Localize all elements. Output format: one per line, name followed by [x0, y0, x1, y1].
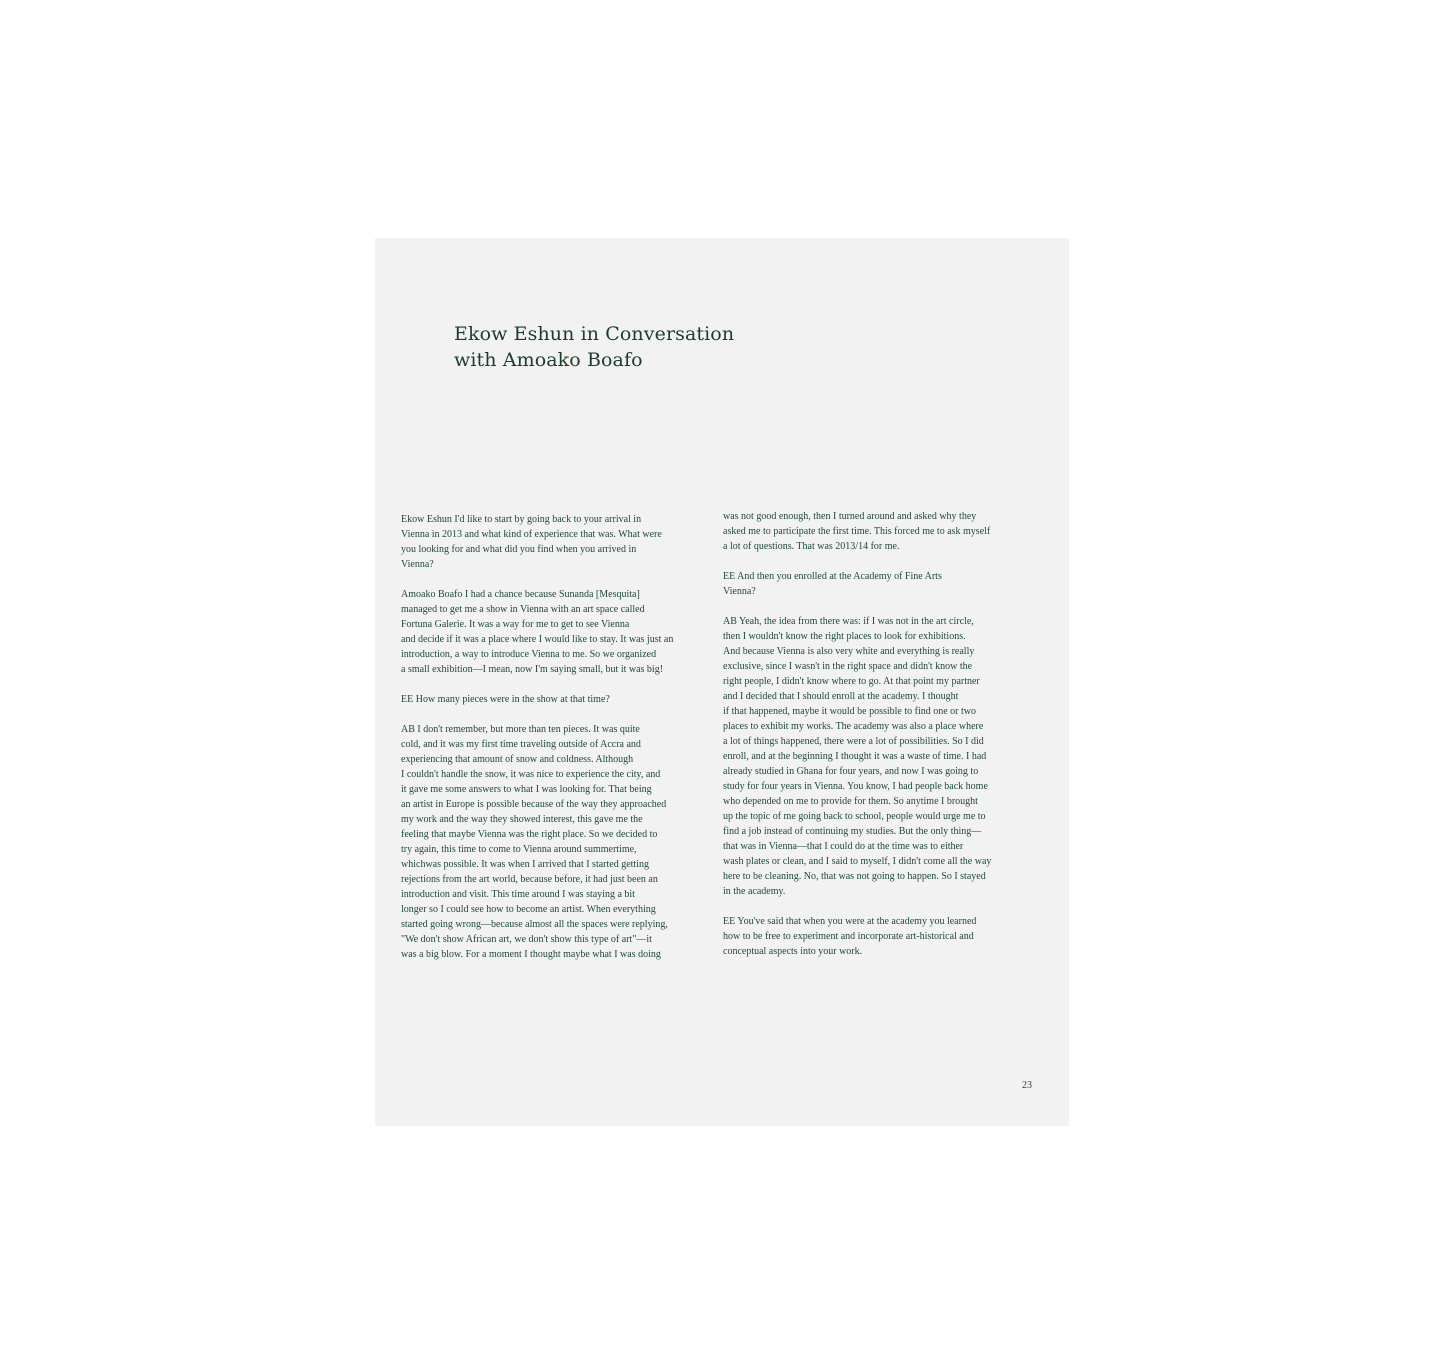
page-title: [454, 321, 734, 373]
paragraph: [723, 569, 1035, 599]
text-line: AB I don't remember, but more than ten pieces. It was quite: [401, 724, 640, 735]
text-line: it gave me some answers to what I was looking for. That being: [401, 784, 652, 795]
text-line: started going wrong—because almost all the spaces were replying,: [401, 919, 668, 930]
text-line: in the academy.: [723, 886, 786, 897]
text-line: a lot of things happened, there were a lot of possibilities. So I did: [723, 736, 984, 747]
text-line: Vienna in 2013 and what kind of experience that was. What were: [401, 529, 662, 540]
text-line: Amoako Boafo I had a chance because Sunanda [Mesquita]: [401, 589, 640, 600]
text-line: find a job instead of continuing my studies. But the only thing—: [723, 826, 982, 837]
paragraph: [723, 614, 1035, 899]
paragraph: [723, 914, 1035, 959]
text-line: my work and the way they showed interest, this gave me the: [401, 814, 643, 825]
text-line: EE How many pieces were in the show at that time?: [401, 694, 610, 705]
text-line: longer so I could see how to become an artist. When everything: [401, 904, 656, 915]
text-line: enroll, and at the beginning I thought it was a waste of time. I had: [723, 751, 987, 762]
text-line: rejections from the art world, because before, it had just been an: [401, 874, 658, 885]
text-line: exclusive, since I wasn't in the right space and didn't know the: [723, 661, 973, 672]
text-line: an artist in Europe is possible because of the way they approached: [401, 799, 667, 810]
text-line: then I wouldn't know the right places to look for exhibitions.: [723, 631, 966, 642]
title-line-1: Ekow Eshun in Conversation: [454, 323, 735, 345]
text-line: right people, I didn't know where to go. At that point my partner: [723, 676, 980, 687]
text-line: already studied in Ghana for four years, and now I was going to: [723, 766, 979, 777]
text-line: if that happened, maybe it would be possible to find one or two: [723, 706, 977, 717]
paragraph: [401, 512, 713, 572]
paragraph: [723, 509, 1035, 554]
text-line: whichwas possible. It was when I arrived that I started getting: [401, 859, 649, 870]
text-line: who depended on me to provide for them. So anytime I brought: [723, 796, 978, 807]
text-line: conceptual aspects into your work.: [723, 946, 863, 957]
text-line: study for four years in Vienna. You know, I had people back home: [723, 781, 988, 792]
title-line-2: with Amoako Boafo: [454, 349, 643, 371]
text-line: Fortuna Galerie. It was a way for me to get to see Vienna: [401, 619, 630, 630]
book-page: [375, 238, 1069, 1126]
text-line: how to be free to experiment and incorporate art-historical and: [723, 931, 974, 942]
text-line: managed to get me a show in Vienna with an art space called: [401, 604, 645, 615]
text-line: a lot of questions. That was 2013/14 for me.: [723, 541, 900, 552]
text-line: cold, and it was my first time traveling outside of Accra and: [401, 739, 641, 750]
paragraph: [401, 587, 713, 677]
text-line: up the topic of me going back to school, people would urge me to: [723, 811, 986, 822]
text-line: I couldn't handle the snow, it was nice to experience the city, and: [401, 769, 661, 780]
page-number: 23: [1022, 1080, 1032, 1091]
text-line: a small exhibition—I mean, now I'm saying small, but it was big!: [401, 664, 664, 675]
text-line: asked me to participate the first time. This forced me to ask myself: [723, 526, 991, 537]
text-line: EE You've said that when you were at the academy you learned: [723, 916, 977, 927]
text-line: EE And then you enrolled at the Academy of Fine Arts: [723, 571, 942, 582]
paragraph: [401, 692, 713, 707]
text-line: AB Yeah, the idea from there was: if I was not in the art circle,: [723, 616, 974, 627]
paragraph: [401, 722, 713, 962]
text-line: you looking for and what did you find when you arrived in: [401, 544, 637, 555]
text-line: Ekow Eshun I'd like to start by going back to your arrival in: [401, 514, 642, 525]
text-line: Vienna?: [401, 559, 434, 570]
right-text-column: [723, 509, 1035, 974]
text-line: feeling that maybe Vienna was the right place. So we decided to: [401, 829, 658, 840]
text-line: "We don't show African art, we don't show this type of art"—it: [401, 934, 652, 945]
text-line: wash plates or clean, and I said to myself, I didn't come all the way: [723, 856, 992, 867]
text-line: try again, this time to come to Vienna around summertime,: [401, 844, 637, 855]
text-line: places to exhibit my works. The academy was also a place where: [723, 721, 984, 732]
text-line: introduction and visit. This time around I was staying a bit: [401, 889, 635, 900]
text-line: was a big blow. For a moment I thought maybe what I was doing: [401, 949, 661, 960]
text-line: And because Vienna is also very white and everything is really: [723, 646, 975, 657]
text-line: and I decided that I should enroll at the academy. I thought: [723, 691, 959, 702]
text-line: experiencing that amount of snow and coldness. Although: [401, 754, 634, 765]
text-line: introduction, a way to introduce Vienna to me. So we organized: [401, 649, 657, 660]
text-line: Vienna?: [723, 586, 756, 597]
left-text-column: [401, 512, 713, 977]
text-line: that was in Vienna—that I could do at the time was to either: [723, 841, 964, 852]
text-line: and decide if it was a place where I would like to stay. It was just an: [401, 634, 674, 645]
text-line: here to be cleaning. No, that was not going to happen. So I stayed: [723, 871, 986, 882]
text-line: was not good enough, then I turned around and asked why they: [723, 511, 977, 522]
